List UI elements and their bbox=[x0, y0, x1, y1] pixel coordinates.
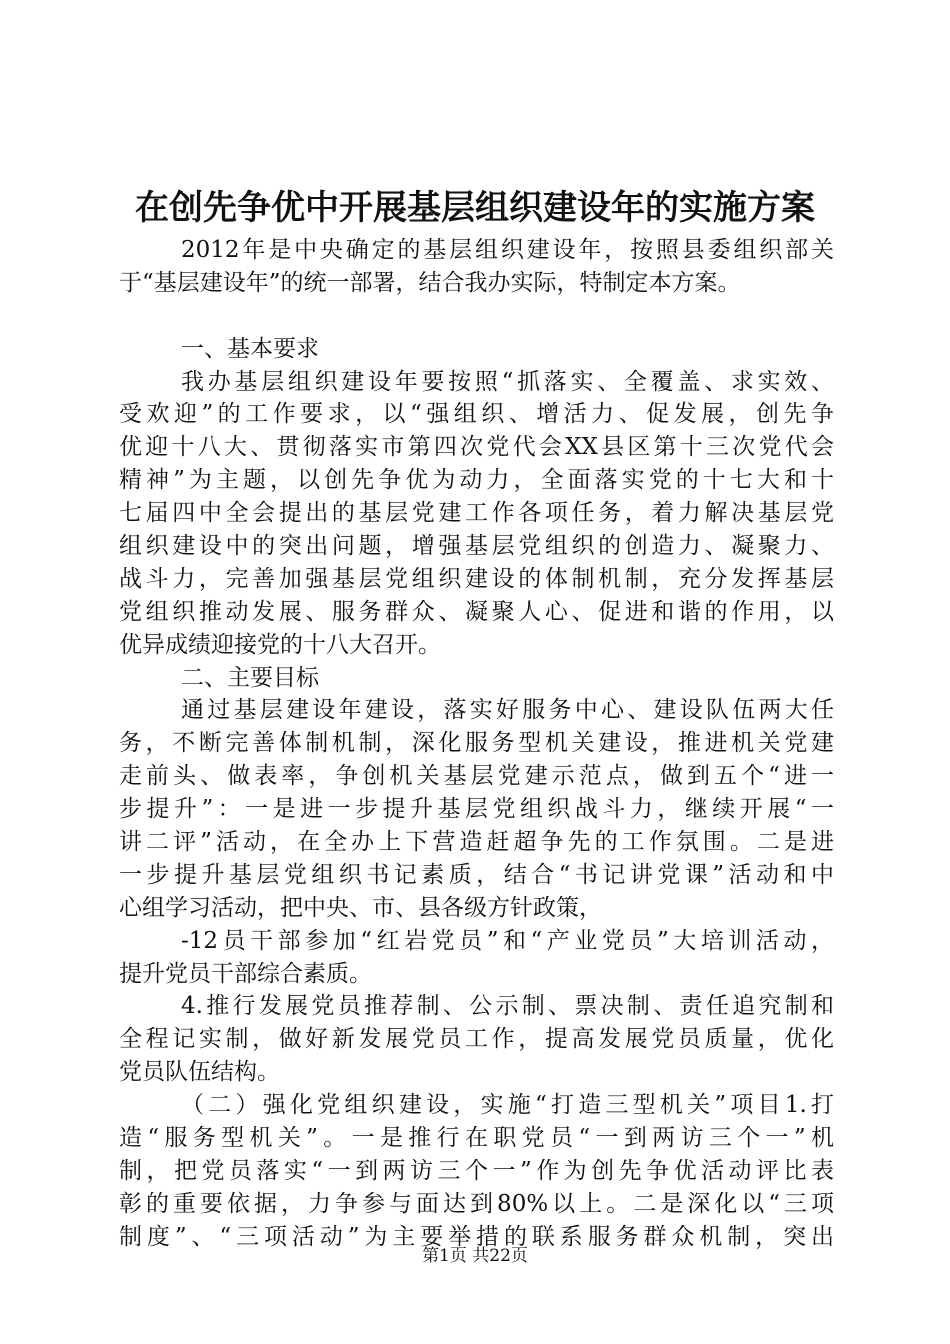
text-line: 一、基本要求 bbox=[181, 335, 319, 362]
text-line: 步提升”：一是进一步提升基层党组织战斗力，继续开展“一 bbox=[119, 796, 834, 823]
page-number: 第1页 共22页 bbox=[422, 1246, 528, 1266]
text-line: 2012年是中央确定的基层组织建设年，按照县委组织部关 bbox=[181, 237, 834, 263]
text-line: 彰的重要依据，力争参与面达到80%以上。二是深化以“三项 bbox=[119, 1190, 834, 1217]
text-line: 务，不断完善体制机制，深化服务型机关建设，推进机关党建 bbox=[119, 730, 834, 757]
text-line: 于“基层建设年”的统一部署，结合我办实际，特制定本方案。 bbox=[119, 269, 741, 296]
text-line: 党员队伍结构。 bbox=[119, 1059, 280, 1086]
text-line: 通过基层建设年建设，落实好服务中心、建设队伍两大任 bbox=[181, 697, 834, 724]
text-line: 七届四中全会提出的基层党建工作各项任务，着力解决基层党 bbox=[119, 500, 834, 527]
document-title: 在创先争优中开展基层组织建设年的实施方案 bbox=[135, 188, 815, 228]
text-line: 讲二评”活动，在全办上下营造赶超争先的工作氛围。二是进 bbox=[119, 829, 834, 856]
text-line: 心组学习活动，把中央、市、县各级方针政策， bbox=[119, 894, 602, 921]
text-line: 提升党员干部综合素质。 bbox=[119, 960, 372, 987]
text-line: 受欢迎”的工作要求，以“强组织、增活力、促发展，创先争 bbox=[119, 401, 834, 428]
document-body bbox=[119, 234, 834, 1254]
text-line: 制度”、“三项活动”为主要举措的联系服务群众机制，突出 bbox=[119, 1223, 834, 1250]
text-line: -12员干部参加“红岩党员”和“产业党员”大培训活动， bbox=[181, 927, 834, 954]
text-line: 4.推行发展党员推荐制、公示制、票决制、责任追究制和 bbox=[181, 993, 834, 1020]
text-line: 全程记实制，做好新发展党员工作，提高发展党员质量，优化 bbox=[119, 1026, 834, 1053]
text-line: 优异成绩迎接党的十八大召开。 bbox=[119, 631, 441, 658]
text-line: 精神”为主题，以创先争优为动力，全面落实党的十七大和十 bbox=[119, 467, 834, 494]
text-line: 优迎十八大、贯彻落实市第四次党代会XX县区第十三次党代会 bbox=[119, 434, 834, 461]
text-line: 一步提升基层党组织书记素质，结合“书记讲党课”活动和中 bbox=[119, 861, 834, 888]
paragraph-gap bbox=[119, 300, 834, 333]
text-line: 制，把党员落实“一到两访三个一”作为创先争优活动评比表 bbox=[119, 1157, 834, 1184]
text-line: 二、主要目标 bbox=[181, 664, 319, 691]
text-line: 走前头、做表率，争创机关基层党建示范点，做到五个“进一 bbox=[119, 763, 834, 790]
text-line: （二）强化党组织建设，实施“打造三型机关”项目1.打 bbox=[181, 1092, 834, 1119]
text-line: 组织建设中的突出问题，增强基层党组织的创造力、凝聚力、 bbox=[119, 533, 834, 560]
text-line: 造“服务型机关”。一是推行在职党员“一到两访三个一”机 bbox=[119, 1125, 834, 1152]
text-line: 我办基层组织建设年要按照“抓落实、全覆盖、求实效、 bbox=[181, 368, 834, 395]
text-line: 党组织推动发展、服务群众、凝聚人心、促进和谐的作用，以 bbox=[119, 598, 834, 625]
text-line: 战斗力，完善加强基层党组织建设的体制机制，充分发挥基层 bbox=[119, 565, 834, 592]
